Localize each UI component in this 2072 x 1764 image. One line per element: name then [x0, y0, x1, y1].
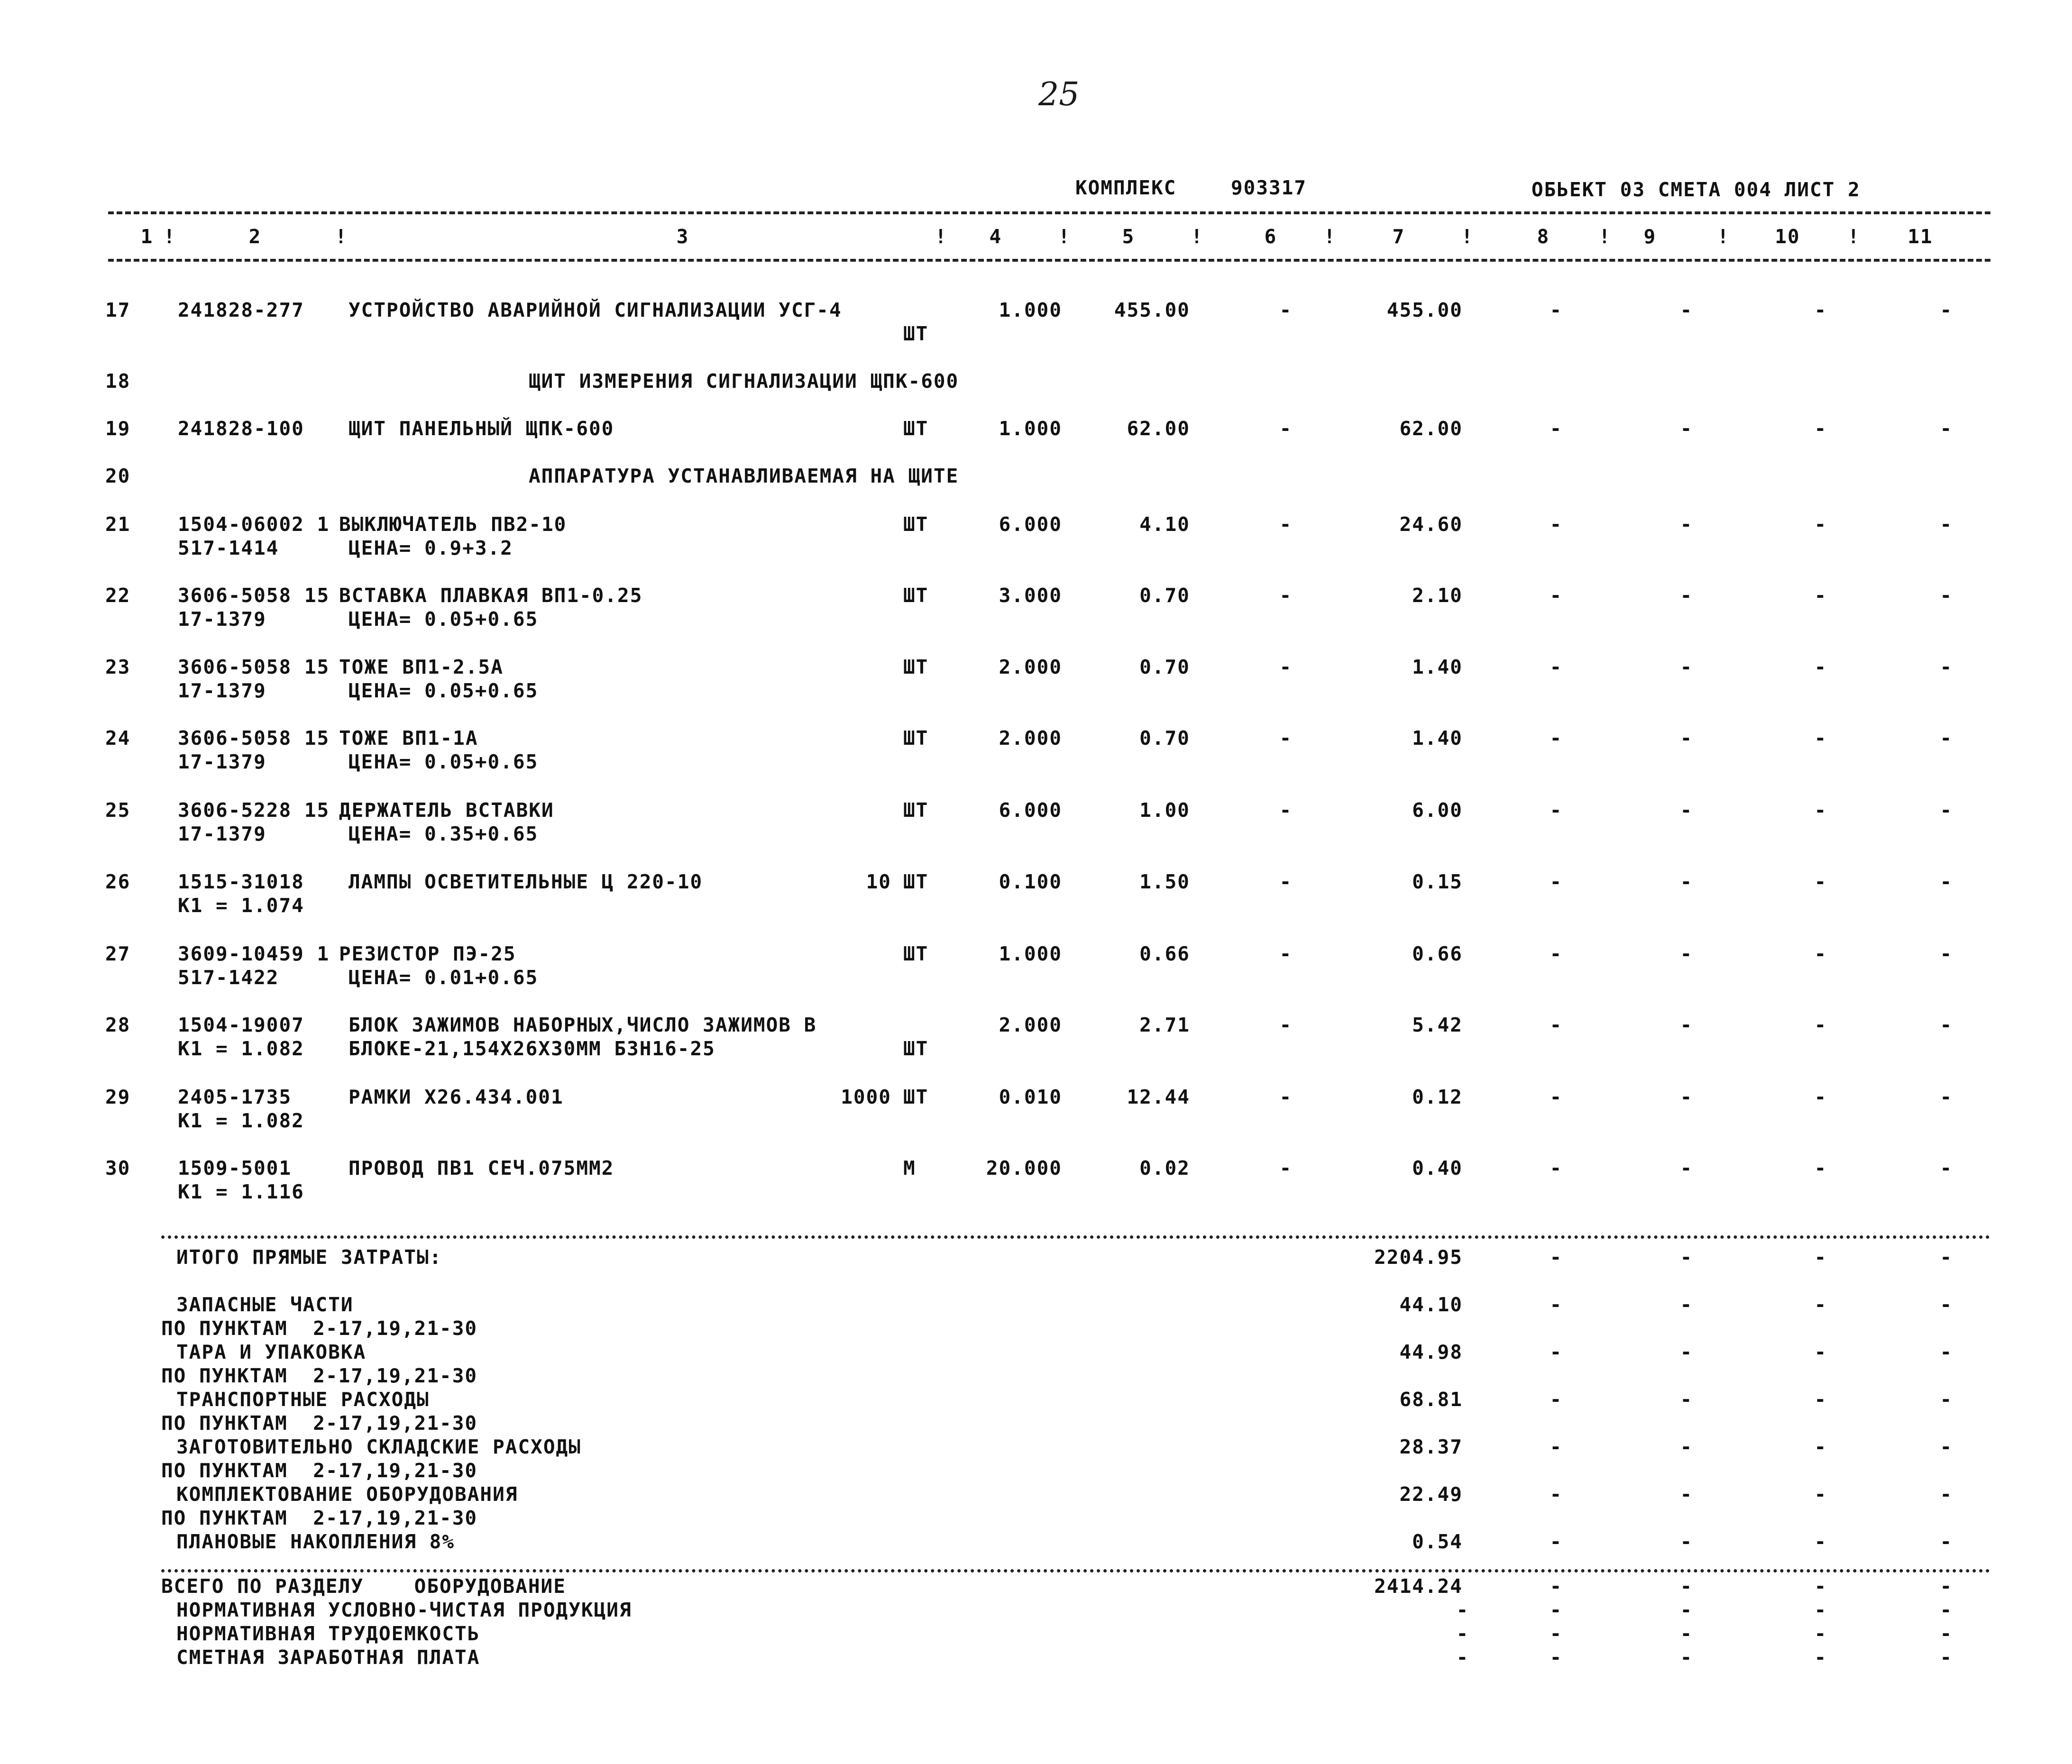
unit: ШТ [903, 870, 929, 893]
overhead-label: КОМПЛЕКТОВАНИЕ ОБОРУДОВАНИЯ [176, 1483, 518, 1506]
column-separator: ! [1461, 225, 1474, 248]
total-cost: - [1456, 1622, 1469, 1645]
unit-multiplier: 10 [866, 870, 891, 893]
col10-value: - [1814, 1575, 1827, 1598]
column-separator: ! [163, 225, 176, 248]
item-code-secondary: 517-1422 [178, 966, 279, 989]
quantity: 2.000 [999, 727, 1062, 749]
unit: ШТ [903, 513, 929, 536]
item-code: 3606-5058 15 [178, 656, 330, 678]
row-number: 18 [105, 370, 131, 393]
col10-value: - [1814, 1246, 1827, 1269]
row-number: 17 [105, 299, 131, 321]
col11-value: - [1940, 584, 1953, 607]
col8-value: - [1549, 1341, 1563, 1363]
col9-value: - [1680, 1341, 1693, 1363]
col8-value: - [1549, 1388, 1563, 1411]
item-code: 3609-10459 1 [178, 942, 330, 965]
col9-value: - [1680, 1293, 1693, 1316]
section-total-line-label: НОРМАТИВНАЯ УСЛОВНО-ЧИСТАЯ ПРОДУКЦИЯ [176, 1599, 632, 1621]
col8-value: - [1549, 1622, 1563, 1645]
col9-value: - [1680, 1646, 1693, 1669]
col8-value: - [1549, 1483, 1563, 1506]
section-total-line-label: НОРМАТИВНАЯ ТРУДОЕМКОСТЬ [176, 1622, 480, 1645]
col6-value: - [1279, 870, 1293, 893]
total-cost: 28.37 [1399, 1435, 1463, 1458]
col9-value: - [1680, 1246, 1693, 1269]
column-number: 10 [1775, 225, 1800, 248]
page-number: 25 [1038, 76, 1080, 113]
col9-value: - [1680, 1157, 1693, 1179]
total-cost: 2.10 [1412, 584, 1463, 607]
col10-value: - [1814, 1530, 1827, 1553]
col9-value: - [1680, 1483, 1693, 1506]
complex-value: 903317 [1231, 176, 1307, 199]
col8-value: - [1549, 1646, 1563, 1669]
col11-value: - [1940, 1575, 1953, 1598]
unit-price: 12.44 [1127, 1086, 1190, 1108]
total-cost: 5.42 [1412, 1014, 1463, 1036]
total-cost: 2204.95 [1374, 1246, 1463, 1269]
item-code-secondary: К1 = 1.116 [178, 1180, 304, 1203]
col11-value: - [1940, 1341, 1953, 1363]
col9-value: - [1680, 299, 1693, 321]
col8-value: - [1549, 1530, 1563, 1553]
col9-value: - [1680, 656, 1693, 678]
item-description: ПРОВОД ПВ1 СЕЧ.075ММ2 [348, 1157, 614, 1179]
col9-value: - [1680, 727, 1693, 749]
total-cost: 62.00 [1399, 417, 1463, 440]
overhead-label: ТРАНСПОРТНЫЕ РАСХОДЫ [176, 1388, 430, 1411]
col10-value: - [1814, 1483, 1827, 1506]
column-number: 9 [1643, 225, 1657, 248]
total-cost: - [1456, 1599, 1469, 1621]
col10-value: - [1814, 656, 1827, 678]
col8-value: - [1549, 1293, 1563, 1316]
col11-value: - [1940, 1530, 1953, 1553]
item-code: 1509-5001 [178, 1157, 292, 1179]
overhead-label: ТАРА И УПАКОВКА [176, 1341, 367, 1363]
unit: ШТ [903, 727, 929, 749]
col9-value: - [1680, 1435, 1693, 1458]
col6-value: - [1279, 513, 1293, 536]
column-separator: ! [1058, 225, 1071, 248]
item-description: ЛАМПЫ ОСВЕТИТЕЛЬНЫЕ Ц 220-10 [348, 870, 703, 893]
row-number: 29 [105, 1086, 131, 1108]
col10-value: - [1814, 513, 1827, 536]
col10-value: - [1814, 1435, 1827, 1458]
unit-price: 0.02 [1139, 1157, 1190, 1179]
item-code: 2405-1735 [178, 1086, 292, 1108]
item-description-secondary: ЦЕНА= 0.35+0.65 [348, 823, 539, 845]
col9-value: - [1680, 584, 1693, 607]
item-code-secondary: К1 = 1.074 [178, 894, 304, 917]
col10-value: - [1814, 727, 1827, 749]
col6-value: - [1279, 799, 1293, 822]
total-cost: 24.60 [1399, 513, 1463, 536]
overhead-label: ЗАПАСНЫЕ ЧАСТИ [176, 1293, 354, 1316]
col8-value: - [1549, 584, 1563, 607]
item-code-secondary: К1 = 1.082 [178, 1037, 304, 1060]
header-rule-top [108, 211, 1990, 214]
subtotal-rule [161, 1235, 1990, 1239]
row-number: 23 [105, 656, 131, 678]
unit-price: 2.71 [1139, 1014, 1190, 1036]
col9-value: - [1680, 1388, 1693, 1411]
col8-value: - [1549, 799, 1563, 822]
col9-value: - [1680, 1086, 1693, 1108]
item-description: ТОЖЕ ВП1-2.5А [339, 656, 504, 678]
quantity: 2.000 [999, 656, 1062, 678]
item-code: 3606-5058 15 [178, 727, 330, 749]
col8-value: - [1549, 1435, 1563, 1458]
total-cost: 0.12 [1412, 1086, 1463, 1108]
column-separator: ! [1717, 225, 1730, 248]
overhead-basis: ПО ПУНКТАМ 2-17,19,21-30 [161, 1412, 478, 1435]
unit: ШТ [903, 1086, 929, 1108]
col8-value: - [1549, 299, 1563, 321]
col6-value: - [1279, 299, 1293, 321]
overhead-basis: ПО ПУНКТАМ 2-17,19,21-30 [161, 1507, 478, 1529]
col10-value: - [1814, 1157, 1827, 1179]
column-number: 8 [1537, 225, 1550, 248]
col10-value: - [1814, 1646, 1827, 1669]
row-number: 20 [105, 465, 131, 487]
col11-value: - [1940, 1599, 1953, 1621]
unit-price: 4.10 [1139, 513, 1190, 536]
item-code: 1515-31018 [178, 870, 304, 893]
total-cost: 44.10 [1399, 1293, 1463, 1316]
unit: ШТ [903, 799, 929, 822]
total-cost: 0.54 [1412, 1530, 1463, 1553]
total-cost: 0.66 [1412, 942, 1463, 965]
unit-price: 455.00 [1114, 299, 1190, 321]
col11-value: - [1940, 1435, 1953, 1458]
column-separator: ! [1847, 225, 1861, 248]
unit-multiplier: 1000 [841, 1086, 891, 1108]
col10-value: - [1814, 799, 1827, 822]
col8-value: - [1549, 1575, 1563, 1598]
header-rule-bottom [108, 259, 1990, 262]
item-description: ВЫКЛЮЧАТЕЛЬ ПВ2-10 [339, 513, 567, 536]
section-heading: ЩИТ ИЗМЕРЕНИЯ СИГНАЛИЗАЦИИ ЩПК-600 [529, 370, 959, 393]
item-code: 241828-100 [178, 417, 304, 440]
col10-value: - [1814, 417, 1827, 440]
col11-value: - [1940, 1622, 1953, 1645]
total-cost: 455.00 [1386, 299, 1463, 321]
item-description: УСТРОЙСТВО АВАРИЙНОЙ СИГНАЛИЗАЦИИ УСГ-4 [348, 299, 842, 321]
col11-value: - [1940, 1293, 1953, 1316]
col10-value: - [1814, 1388, 1827, 1411]
row-number: 24 [105, 727, 131, 749]
row-number: 22 [105, 584, 131, 607]
col11-value: - [1940, 727, 1953, 749]
col6-value: - [1279, 584, 1293, 607]
col11-value: - [1940, 1086, 1953, 1108]
column-separator: ! [1191, 225, 1204, 248]
col11-value: - [1940, 942, 1953, 965]
subtotal-label: ИТОГО ПРЯМЫЕ ЗАТРАТЫ: [176, 1246, 442, 1269]
col11-value: - [1940, 656, 1953, 678]
total-cost: 68.81 [1399, 1388, 1463, 1411]
column-number: 4 [989, 225, 1002, 248]
row-number: 30 [105, 1157, 131, 1179]
col8-value: - [1549, 1086, 1563, 1108]
col6-value: - [1279, 1157, 1293, 1179]
column-number: 3 [676, 225, 689, 248]
item-description: ТОЖЕ ВП1-1А [339, 727, 478, 749]
col10-value: - [1814, 584, 1827, 607]
unit-price: 0.70 [1139, 584, 1190, 607]
quantity: 20.000 [986, 1157, 1062, 1179]
unit-price: 1.00 [1139, 799, 1190, 822]
column-number: 11 [1907, 225, 1933, 248]
col10-value: - [1814, 1086, 1827, 1108]
unit: ШТ [903, 322, 929, 345]
col8-value: - [1549, 513, 1563, 536]
unit: ШТ [903, 1037, 929, 1060]
quantity: 2.000 [999, 1014, 1062, 1036]
item-description-secondary: ЦЕНА= 0.05+0.65 [348, 679, 539, 702]
column-separator: ! [1598, 225, 1612, 248]
total-cost: 6.00 [1412, 799, 1463, 822]
quantity: 6.000 [999, 799, 1062, 822]
col9-value: - [1680, 1575, 1693, 1598]
row-number: 25 [105, 799, 131, 822]
total-cost: 2414.24 [1374, 1575, 1463, 1598]
unit-price: 0.70 [1139, 727, 1190, 749]
col9-value: - [1680, 1530, 1693, 1553]
item-description: РЕЗИСТОР ПЭ-25 [339, 942, 516, 965]
col10-value: - [1814, 942, 1827, 965]
col9-value: - [1680, 870, 1693, 893]
total-cost: 22.49 [1399, 1483, 1463, 1506]
col6-value: - [1279, 942, 1293, 965]
col11-value: - [1940, 1014, 1953, 1036]
col11-value: - [1940, 1646, 1953, 1669]
col11-value: - [1940, 1388, 1953, 1411]
col6-value: - [1279, 1086, 1293, 1108]
col11-value: - [1940, 1483, 1953, 1506]
unit-price: 0.70 [1139, 656, 1190, 678]
quantity: 6.000 [999, 513, 1062, 536]
overhead-label: ПЛАНОВЫЕ НАКОПЛЕНИЯ 8% [176, 1530, 455, 1553]
col9-value: - [1680, 417, 1693, 440]
total-cost: 0.40 [1412, 1157, 1463, 1179]
item-description-secondary: ЦЕНА= 0.9+3.2 [348, 537, 513, 559]
total-cost: - [1456, 1646, 1469, 1669]
quantity: 0.100 [999, 870, 1062, 893]
col9-value: - [1680, 1599, 1693, 1621]
column-separator: ! [935, 225, 948, 248]
total-cost: 0.15 [1412, 870, 1463, 893]
col8-value: - [1549, 1014, 1563, 1036]
column-number: 5 [1122, 225, 1135, 248]
section-total-rule [161, 1569, 1990, 1572]
col8-value: - [1549, 1246, 1563, 1269]
col9-value: - [1680, 513, 1693, 536]
column-number: 1 [140, 225, 154, 248]
col10-value: - [1814, 870, 1827, 893]
object-sheet-info: ОБЬЕКТ 03 СМЕТА 004 ЛИСТ 2 [1531, 178, 1861, 201]
quantity: 1.000 [999, 417, 1062, 440]
col10-value: - [1814, 1014, 1827, 1036]
col8-value: - [1549, 727, 1563, 749]
item-code-secondary: 17-1379 [178, 608, 266, 631]
col10-value: - [1814, 299, 1827, 321]
overhead-label: ЗАГОТОВИТЕЛЬНО СКЛАДСКИЕ РАСХОДЫ [176, 1435, 581, 1458]
col10-value: - [1814, 1622, 1827, 1645]
row-number: 21 [105, 513, 131, 536]
col11-value: - [1940, 870, 1953, 893]
item-code-secondary: 517-1414 [178, 537, 279, 559]
item-code: 241828-277 [178, 299, 304, 321]
unit: М [903, 1157, 916, 1179]
complex-label: КОМПЛЕКС [1075, 176, 1177, 199]
column-separator: ! [1323, 225, 1337, 248]
item-description: БЛОК ЗАЖИМОВ НАБОРНЫХ,ЧИСЛО ЗАЖИМОВ В [348, 1014, 817, 1036]
col6-value: - [1279, 656, 1293, 678]
column-number: 6 [1264, 225, 1277, 248]
item-description: ЩИТ ПАНЕЛЬНЫЙ ЩПК-600 [348, 417, 614, 440]
col9-value: - [1680, 942, 1693, 965]
unit: ШТ [903, 656, 929, 678]
total-cost: 1.40 [1412, 656, 1463, 678]
item-code-secondary: 17-1379 [178, 750, 266, 773]
item-code: 1504-06002 1 [178, 513, 330, 536]
col8-value: - [1549, 942, 1563, 965]
item-description: ВСТАВКА ПЛАВКАЯ ВП1-0.25 [339, 584, 643, 607]
unit-price: 62.00 [1127, 417, 1190, 440]
item-code-secondary: 17-1379 [178, 679, 266, 702]
item-code: 3606-5058 15 [178, 584, 330, 607]
column-number: 7 [1392, 225, 1405, 248]
col10-value: - [1814, 1599, 1827, 1621]
row-number: 19 [105, 417, 131, 440]
column-number: 2 [248, 225, 262, 248]
item-code: 1504-19007 [178, 1014, 304, 1036]
item-code-secondary: 17-1379 [178, 823, 266, 845]
unit: ШТ [903, 584, 929, 607]
item-code-secondary: К1 = 1.082 [178, 1109, 304, 1132]
section-total-label: ВСЕГО ПО РАЗДЕЛУ ОБОРУДОВАНИЕ [161, 1575, 566, 1598]
total-cost: 1.40 [1412, 727, 1463, 749]
item-description-secondary: ЦЕНА= 0.01+0.65 [348, 966, 539, 989]
unit: ШТ [903, 417, 929, 440]
item-description: ДЕРЖАТЕЛЬ ВСТАВКИ [339, 799, 554, 822]
col8-value: - [1549, 656, 1563, 678]
col9-value: - [1680, 799, 1693, 822]
col11-value: - [1940, 1157, 1953, 1179]
col6-value: - [1279, 1014, 1293, 1036]
item-description-secondary: ЦЕНА= 0.05+0.65 [348, 608, 539, 631]
column-separator: ! [335, 225, 348, 248]
col8-value: - [1549, 1157, 1563, 1179]
col8-value: - [1549, 870, 1563, 893]
section-heading: АППАРАТУРА УСТАНАВЛИВАЕМАЯ НА ЩИТЕ [529, 465, 959, 487]
item-code: 3606-5228 15 [178, 799, 330, 822]
unit-price: 0.66 [1139, 942, 1190, 965]
col9-value: - [1680, 1014, 1693, 1036]
col10-value: - [1814, 1341, 1827, 1363]
quantity: 0.010 [999, 1086, 1062, 1108]
col11-value: - [1940, 417, 1953, 440]
col6-value: - [1279, 727, 1293, 749]
quantity: 3.000 [999, 584, 1062, 607]
col11-value: - [1940, 513, 1953, 536]
col11-value: - [1940, 299, 1953, 321]
col10-value: - [1814, 1293, 1827, 1316]
row-number: 28 [105, 1014, 131, 1036]
unit-price: 1.50 [1139, 870, 1190, 893]
unit: ШТ [903, 942, 929, 965]
col6-value: - [1279, 417, 1293, 440]
col11-value: - [1940, 1246, 1953, 1269]
overhead-basis: ПО ПУНКТАМ 2-17,19,21-30 [161, 1459, 478, 1482]
item-description-secondary: ЦЕНА= 0.05+0.65 [348, 750, 539, 773]
item-description-secondary: БЛОКЕ-21,154Х26Х30ММ Б3Н16-25 [348, 1037, 715, 1060]
overhead-basis: ПО ПУНКТАМ 2-17,19,21-30 [161, 1317, 478, 1340]
col8-value: - [1549, 417, 1563, 440]
quantity: 1.000 [999, 299, 1062, 321]
col11-value: - [1940, 799, 1953, 822]
row-number: 26 [105, 870, 131, 893]
item-description: РАМКИ Х26.434.001 [348, 1086, 564, 1108]
total-cost: 44.98 [1399, 1341, 1463, 1363]
section-total-line-label: СМЕТНАЯ ЗАРАБОТНАЯ ПЛАТА [176, 1646, 480, 1669]
col8-value: - [1549, 1599, 1563, 1621]
overhead-basis: ПО ПУНКТАМ 2-17,19,21-30 [161, 1364, 478, 1387]
col9-value: - [1680, 1622, 1693, 1645]
row-number: 27 [105, 942, 131, 965]
quantity: 1.000 [999, 942, 1062, 965]
